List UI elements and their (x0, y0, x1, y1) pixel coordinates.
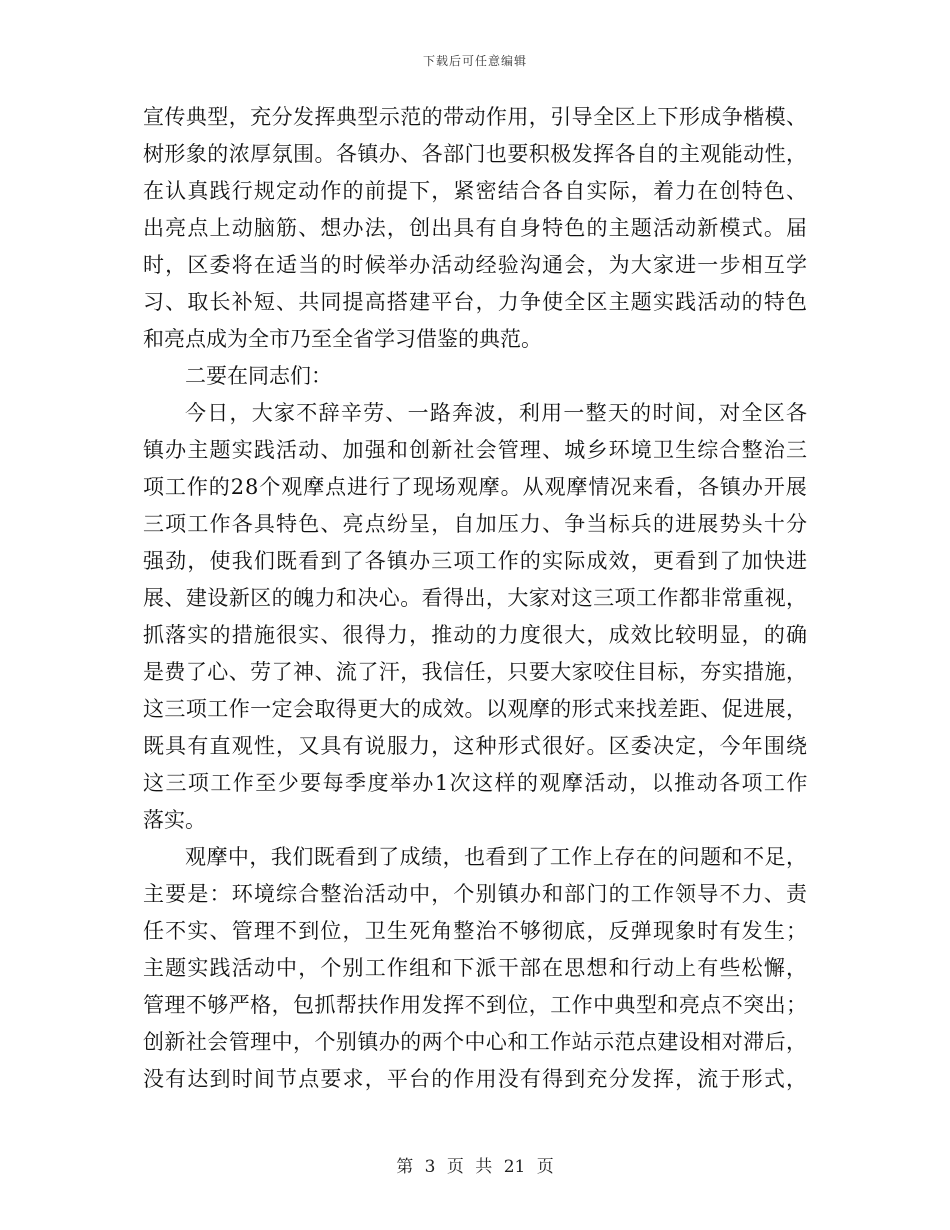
paragraph-line: 没有达到时间节点要求，平台的作用没有得到充分发挥，流于形式， (143, 1067, 809, 1091)
paragraph-line: 在认真践行规定动作的前提下，紧密结合各自实际，着力在创特色、 (143, 179, 809, 203)
paragraph-line: 宣传典型，充分发挥典型示范的带动作用，引导全区上下形成争楷模、 (143, 105, 808, 129)
paragraph-line: 今日，大家不辞辛劳、一路奔波，利用一整天的时间，对全区各 (185, 401, 809, 425)
paragraph-line: 这三项工作至少要每季度举办1次这样的观摩活动，以推动各项工作 (143, 771, 809, 795)
paragraph-line: 三项工作各具特色、亮点纷呈，自加压力、争当标兵的进展势头十分 (143, 512, 809, 536)
section-heading: 二要在同志们： (185, 364, 332, 388)
paragraph-line: 习、取长补短、共同提高搭建平台，力争使全区主题实践活动的特色 (143, 290, 809, 314)
paragraph-line: 这三项工作一定会取得更大的成效。以观摩的形式来找差距、促进展， (143, 697, 808, 721)
paragraph-line: 落实。 (143, 808, 206, 832)
paragraph-line: 管理不够严格，包抓帮扶作用发挥不到位，工作中典型和亮点不突出； (143, 993, 808, 1017)
paragraph-line: 展、建设新区的魄力和决心。看得出，大家对这三项工作都非常重视， (143, 586, 808, 610)
page-number: 第 3 页 共 21 页 (396, 1157, 554, 1177)
paragraph-line: 和亮点成为全市乃至全省学习借鉴的典范。 (143, 327, 542, 351)
paragraph-line: 既具有直观性，又具有说服力，这种形式很好。区委决定，今年围绕 (143, 734, 809, 758)
paragraph-line: 创新社会管理中，个别镇办的两个中心和工作站示范点建设相对滞后， (143, 1030, 808, 1054)
paragraph-line: 树形象的浓厚氛围。各镇办、各部门也要积极发挥各自的主观能动性， (143, 142, 808, 166)
paragraph-line: 镇办主题实践活动、加强和创新社会管理、城乡环境卫生综合整治三 (143, 438, 809, 462)
paragraph-line: 观摩中，我们既看到了成绩，也看到了工作上存在的问题和不足， (185, 845, 808, 869)
paragraph-line: 主要是：环境综合整治活动中，个别镇办和部门的工作领导不力、责 (143, 882, 809, 906)
paragraph-line: 主题实践活动中，个别工作组和下派干部在思想和行动上有些松懈， (143, 956, 809, 980)
paragraph-line: 时，区委将在适当的时候举办活动经验沟通会，为大家进一步相互学 (143, 253, 809, 277)
paragraph-line: 是费了心、劳了神、流了汗，我信任，只要大家咬住目标，夯实措施， (143, 660, 808, 684)
paragraph-line: 项工作的28个观摩点进行了现场观摩。从观摩情况来看，各镇办开展 (143, 475, 808, 499)
paragraph-line: 抓落实的措施很实、很得力，推动的力度很大，成效比较明显，的确 (143, 623, 809, 647)
paragraph-line: 强劲，使我们既看到了各镇办三项工作的实际成效，更看到了加快进 (143, 549, 809, 573)
paragraph-line: 出亮点上动脑筋、想办法，创出具有自身特色的主题活动新模式。届 (143, 216, 809, 240)
paragraph-line: 任不实、管理不到位，卫生死角整治不够彻底，反弹现象时有发生； (143, 919, 809, 943)
page-header: 下载后可任意编辑 (422, 54, 527, 68)
